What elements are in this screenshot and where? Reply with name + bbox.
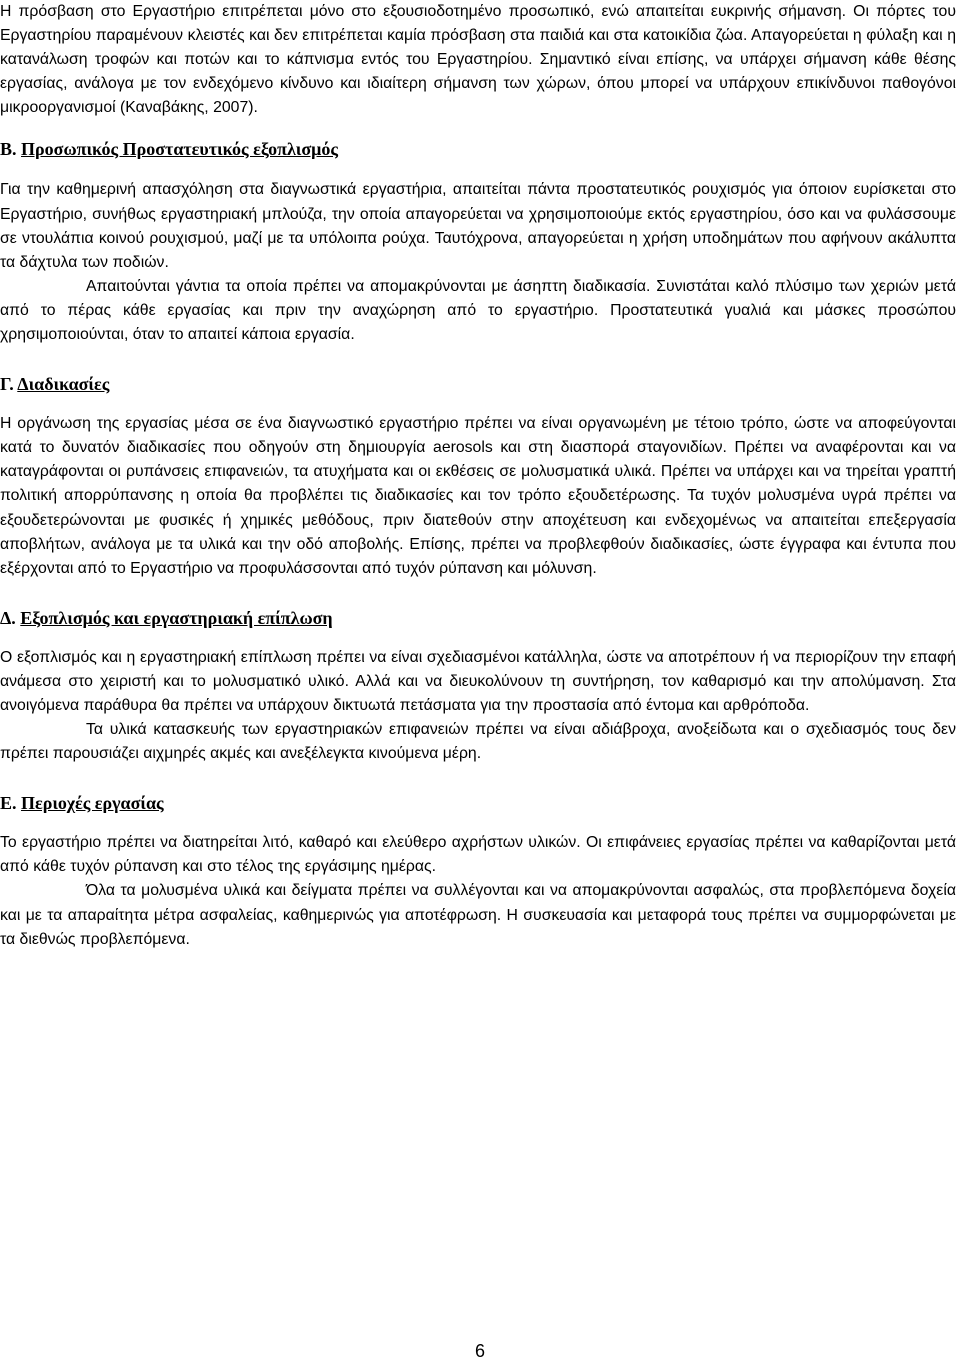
section-heading-c-title: Διαδικασίες (17, 374, 110, 395)
section-heading-d-prefix: Δ. (0, 607, 21, 628)
paragraph-ppe-2: Απαιτούνται γάντια τα οποία πρέπει να απομακρύνονται με άσηπτη διαδικασία. Συνιστάται καλό πλύσιμο των χεριών μετά από το πέρας κάθε εργασίας και πριν την αναχώρηση από το εργαστήριο. Προστατευτικά γυαλιά και μάσκες προσώπου χρησιμοποιούνται, όταν το απαιτεί κάποια εργασία. (0, 277, 956, 344)
page-number: 6 (474, 1341, 485, 1361)
paragraph-access: Η πρόσβαση στο Εργαστήριο επιτρέπεται μόνο στο εξουσιοδοτημένο προσωπικό, ενώ απαιτείται ευκρινής σήμανση. Οι πόρτες του Εργαστηρίου παραμένουν κλειστές και δεν επιτρέπεται καμία πρόσβαση στα παιδιά και στα κατοικίδια ζώα. Απαγορεύεται η φύλαξη και η κατανάλωση τροφών και ποτών και το κάπνισμα εντός του Εργαστηρίου. Σημαντικό είναι επίσης, να υπάρχει σήμανση κάθε θέσης εργασίας, ανάλογα με τον ενδεχόμενο κίνδυνο και ιδιαίτερη σήμανση των χώρων, όπου μπορεί να υπάρχουν επικίνδυνοι παθογόνοι μικροοργανισμοί (Καναβάκης, 2007). (0, 3, 956, 117)
section-heading-c-prefix: Γ. (0, 374, 18, 395)
paragraph-areas-1: Το εργαστήριο πρέπει να διατηρείται λιτό, καθαρό και ελεύθερο αχρήστων υλικών. Οι επιφάνειες εργασίας πρέπει να καθαρίζονται μετά από κάθε τυχόν ρύπανση και στο τέλος της εργάσιμης ημέρας. (0, 834, 956, 876)
section-heading-b (0, 137, 956, 161)
paragraph-equipment-1: Ο εξοπλισμός και η εργαστηριακή επίπλωση πρέπει να είναι σχεδιασμένοι κατάλληλα, ώστε να αποτρέπουν ή να περιορίζουν την επαφή ανάμεσα στο χειριστή και το μολυσματικό υλικό. Αλλά και να διευκολύνουν τη συντήρηση, τον καθαρισμό και την απολύμανση. Στα ανοιγόμενα παράθυρα θα πρέπει να υπάρχουν δικτυωτά πετάσματα για την προστασία από έντομα και αρθρόποδα. (0, 648, 956, 714)
section-heading-e-prefix: Ε. (0, 793, 22, 814)
section-heading-d-title: Εξοπλισμός και εργαστηριακή επίπλωση (20, 607, 333, 628)
paragraph-areas-2: Όλα τα μολυσμένα υλικά και δείγματα πρέπει να συλλέγονται και να απομακρύνονται ασφαλώς, στα προβλεπόμενα δοχεία και με τα απαραίτητα μέτρα ασφαλείας, καθημερινώς για αποτέφρωση. Η συσκευασία και μεταφορά τους πρέπει να συμμορφώνεται με τα διεθνώς προβλεπόμενα. (0, 882, 956, 948)
section-heading-e (0, 791, 956, 815)
section-heading-d (0, 606, 956, 630)
section-heading-b-title: Προσωπικός Προστατευτικός εξοπλισμός (21, 139, 338, 160)
section-heading-c (0, 372, 956, 396)
paragraph-procedures: Η οργάνωση της εργασίας μέσα σε ένα διαγνωστικό εργαστήριο πρέπει να είναι οργανωμένη με τέτοιο τρόπο, ώστε να αποφεύγονται κατά το δυνατόν διαδικασίες που οδηγούν στη δημιουργία aerosols και στη διασπορά σταγονιδίων. Πρέπει να αναφέρονται και να καταγράφονται οι ρυπάνσεις επιφανειών, τα ατυχήματα και οι εκθέσεις σε μολυσματικά υλικά. Πρέπει να υπάρχει και να τηρείται γραπτή πολιτική απορρύπανσης η οποία θα προβλέπει τις διαδικασίες και τον τρόπο εξουδετέρωσης. Τα τυχόν μολυσμένα υγρά πρέπει να εξουδετερώνονται με φυσικές ή χημικές μεθόδους, πριν διατεθούν στην αποχέτευση και ενδεχομένως να απαιτείται επεξεργασία αποβλήτων, ανάλογα με τα υλικά και την οδό αποβολής. Επίσης, πρέπει να προβλεφθούν διαδικασίες, ώστε έγγραφα και έντυπα που εξέρχονται από το Εργαστήριο να προφυλάσσονται από τυχόν ρύπανση και μόλυνση. (0, 415, 956, 577)
section-heading-e-title: Περιοχές εργασίας (21, 793, 164, 814)
paragraph-equipment-2: Τα υλικά κατασκευής των εργαστηριακών επιφανειών πρέπει να είναι αδιάβροχα, ανοξείδωτα και ο σχεδιασμός τους δεν πρέπει παρουσιάζει αιχμηρές ακμές και ανεξέλεγκτα κινούμενα μέρη. (0, 721, 956, 763)
paragraph-ppe-1: Για την καθημερινή απασχόληση στα διαγνωστικά εργαστήρια, απαιτείται πάντα προστατευτικός ρουχισμός για όποιον ευρίσκεται στο Εργαστήριο, συνήθως εργαστηριακή μπλούζα, την οποία απαγορεύεται να χρησιμοποιούμε εκτός εργαστηρίου, όσο και να φυλάσσουμε σε ντουλάπια κοινού ρουχισμού, μαζί με τα υπόλοιπα ρούχα. Ταυτόχρονα, απαγορεύεται η χρήση υποδημάτων που αφήνουν ακάλυπτα τα δάχτυλα των ποδιών. (0, 181, 956, 271)
section-heading-b-prefix: Β. (0, 139, 22, 160)
